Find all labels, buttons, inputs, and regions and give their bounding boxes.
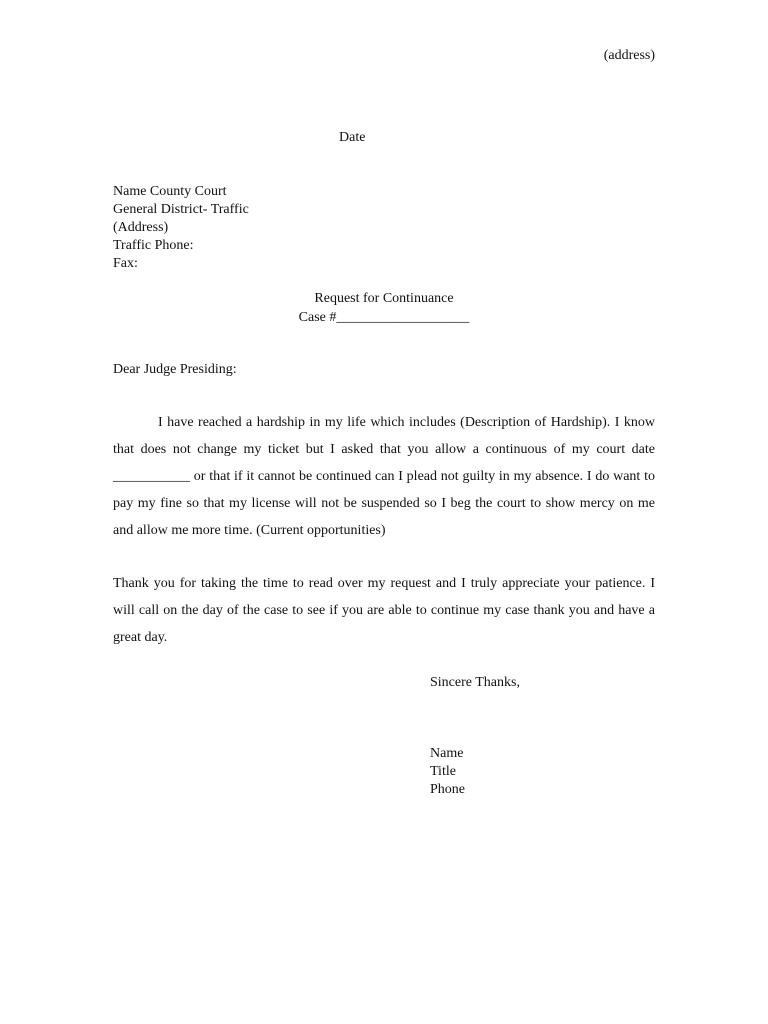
recipient-address-block (113, 183, 249, 273)
signature-title: Title (430, 764, 456, 779)
signature-name: Name (430, 746, 464, 761)
recipient-division: General District- Traffic (113, 202, 249, 217)
case-number-line: Case #___________________ (298, 310, 470, 325)
recipient-phone: Traffic Phone: (113, 238, 194, 253)
sender-address: (address) (603, 48, 655, 63)
signature-phone: Phone (430, 782, 465, 797)
body-paragraph-2: Thank you for taking the time to read over my request and I truly appreciate your patience. I will call on the day of the case to see if you are able to continue my case thank you and have a great day. (113, 576, 655, 645)
subject-block (0, 289, 768, 327)
body-paragraph-1-text: I have reached a hardship in my life which includes (Description of Hardship). I know that does not change my ticket but I asked that you allow a continuous of my court date ___________ or that if it cannot be continued can I plead not guilty in my absence. I do want to pay my fine so that my license will not be suspended so I beg the court to show mercy on me and allow me more time. (Current opportunities) (113, 415, 655, 538)
recipient-fax: Fax: (113, 256, 138, 271)
recipient-address: (Address) (113, 220, 169, 235)
closing: Sincere Thanks, (430, 675, 520, 690)
signature-block (430, 745, 465, 799)
salutation: Dear Judge Presiding: (113, 362, 237, 377)
recipient-court-name: Name County Court (113, 184, 227, 199)
body-paragraph-1 (113, 409, 655, 544)
subject-title: Request for Continuance (314, 291, 454, 306)
letter-date: Date (339, 130, 366, 145)
